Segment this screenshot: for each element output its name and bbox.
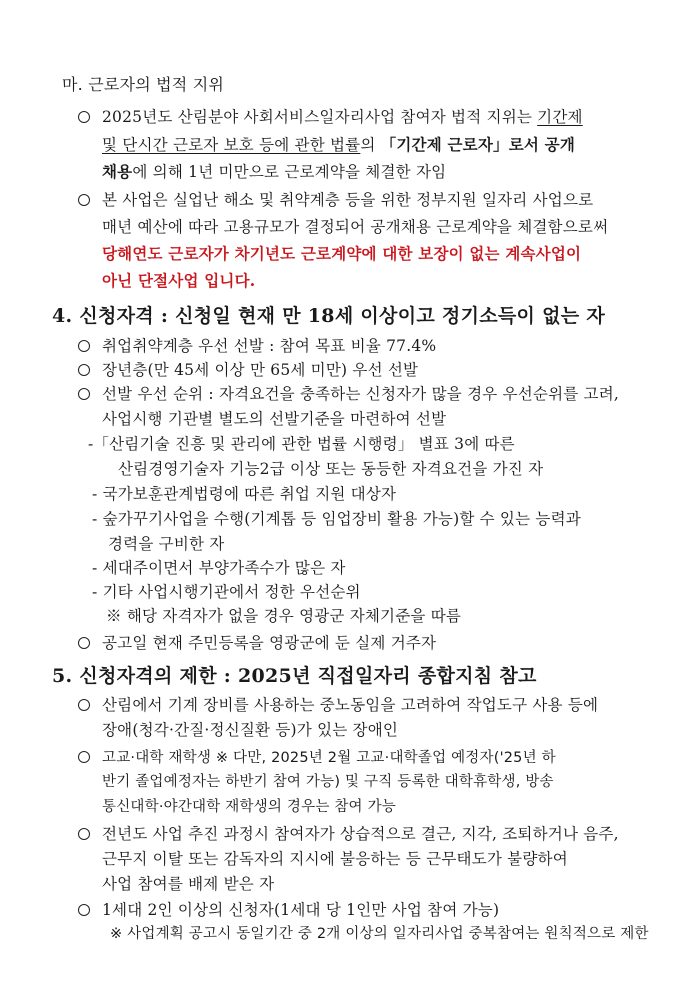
restriction-item-misconduct-line-3: 사업 참여를 배제 받은 자 xyxy=(102,875,275,893)
priority-sub-item-forest-tech: -「산림기술 진흥 및 관리에 관한 법률 시행령」 별표 3에 따른 xyxy=(88,435,515,453)
eligibility-item-vulnerable: 취업취약계층 우선 선발 : 참여 목표 비율 77.4% xyxy=(78,335,436,357)
eligibility-item-middle-aged: 장년층(만 45세 이상 만 65세 미만) 우선 선발 xyxy=(78,359,418,381)
restriction-item-students-line-2: 반기 졸업예정자는 하반기 참여 가능) 및 구직 등록한 대학휴학생, 방송 xyxy=(102,774,554,790)
section-heading-restrictions: 5. 신청자격의 제한 : 2025년 직접일자리 종합지침 참고 xyxy=(52,665,537,687)
priority-sub-item-household-head: - 세대주이면서 부양가족수가 많은 자 xyxy=(92,559,346,577)
eligibility-priority-line-2: 사업시행 기관별 별도의 선발기준을 마련하여 선발 xyxy=(102,410,447,428)
circle-bullet-icon xyxy=(78,632,102,654)
priority-note: ※ 해당 자격자가 없을 경우 영광군 자체기준을 따름 xyxy=(106,607,462,625)
circle-bullet-icon xyxy=(78,335,102,357)
legal-status-item-1-line-3: 채용에 의해 1년 미만으로 근로계약을 체결한 자임 xyxy=(102,162,447,181)
restriction-item-misconduct-line-1: 전년도 사업 추진 과정시 참여자가 상습적으로 결근, 지각, 조퇴하거나 음주, xyxy=(78,823,619,845)
circle-bullet-icon xyxy=(78,694,102,716)
warning-text-line-2: 아닌 단절사업 입니다. xyxy=(102,271,256,290)
legal-status-item-1-line-2: 및 단시간 근로자 보호 등에 관한 법률의 「기간제 근로자」로서 공개 xyxy=(102,135,575,154)
circle-bullet-icon xyxy=(78,823,102,845)
restriction-item-students-line-1: 고교·대학 재학생 ※ 다만, 2025년 2월 고교·대학졸업 예정자('25년 하 xyxy=(78,746,556,769)
warning-text-line-1: 당해연도 근로자가 차기년도 근로계약에 대한 보장이 없는 계속사업이 xyxy=(102,244,582,263)
priority-sub-item-veterans: - 국가보훈관계법령에 따른 취업 지원 대상자 xyxy=(92,485,397,503)
circle-bullet-icon xyxy=(78,359,102,381)
priority-sub-item-forest-tech-cont: 산림경영기술자 기능2급 이상 또는 동등한 자격요건을 가진 자 xyxy=(118,460,544,478)
restriction-item-household: 1세대 2인 이상의 신청자(1세대 당 1인만 사업 참여 가능) xyxy=(78,899,499,921)
circle-bullet-icon xyxy=(78,189,102,211)
section-heading-eligibility: 4. 신청자격 : 신청일 현재 만 18세 이상이고 정기소득이 없는 자 xyxy=(52,305,605,327)
eligibility-item-residency: 공고일 현재 주민등록을 영광군에 둔 실제 거주자 xyxy=(78,632,436,654)
priority-sub-item-forest-care: - 숲가꾸기사업을 수행(기계톱 등 임업장비 활용 가능)할 수 있는 능력과 xyxy=(92,510,581,528)
priority-sub-item-other: - 기타 사업시행기관에서 정한 우선순위 xyxy=(92,583,361,601)
restriction-item-disability-line-1: 산림에서 기계 장비를 사용하는 중노동임을 고려하여 작업도구 사용 등에 xyxy=(78,694,598,716)
legal-status-item-2-line-2: 매년 예산에 따라 고용규모가 결정되어 공개채용 근로계약을 체결함으로써 xyxy=(102,218,609,236)
legal-status-item-1-line-1: 2025년도 산림분야 사회서비스일자리사업 참여자 법적 지위는 기간제 xyxy=(78,106,583,128)
circle-bullet-icon xyxy=(78,106,102,128)
circle-bullet-icon xyxy=(78,383,102,405)
section-heading-legal-status: 마. 근로자의 법적 지위 xyxy=(62,75,225,94)
circle-bullet-icon xyxy=(78,899,102,921)
restriction-item-disability-line-2: 장애(청각·간질·정신질환 등)가 있는 장애인 xyxy=(102,721,399,739)
restriction-item-students-line-3: 통신대학·야간대학 재학생의 경우는 참여 가능 xyxy=(102,799,396,815)
restriction-item-misconduct-line-2: 근무지 이탈 또는 감독자의 지시에 불응하는 등 근무태도가 불량하여 xyxy=(102,850,568,868)
restriction-note-duplicate: ※ 사업계획 공고시 동일기간 중 2개 이상의 일자리사업 중복참여는 원칙적으로 제한 xyxy=(110,926,649,942)
circle-bullet-icon xyxy=(78,746,102,768)
legal-status-item-2-line-1: 본 사업은 실업난 해소 및 취약계층 등을 위한 정부지원 일자리 사업으로 xyxy=(78,189,593,211)
eligibility-priority-line-1: 선발 우선 순위 : 자격요건을 충족하는 신청자가 많을 경우 우선순위를 고려, xyxy=(78,383,619,405)
priority-sub-item-forest-care-cont: 경력을 구비한 자 xyxy=(108,535,225,553)
